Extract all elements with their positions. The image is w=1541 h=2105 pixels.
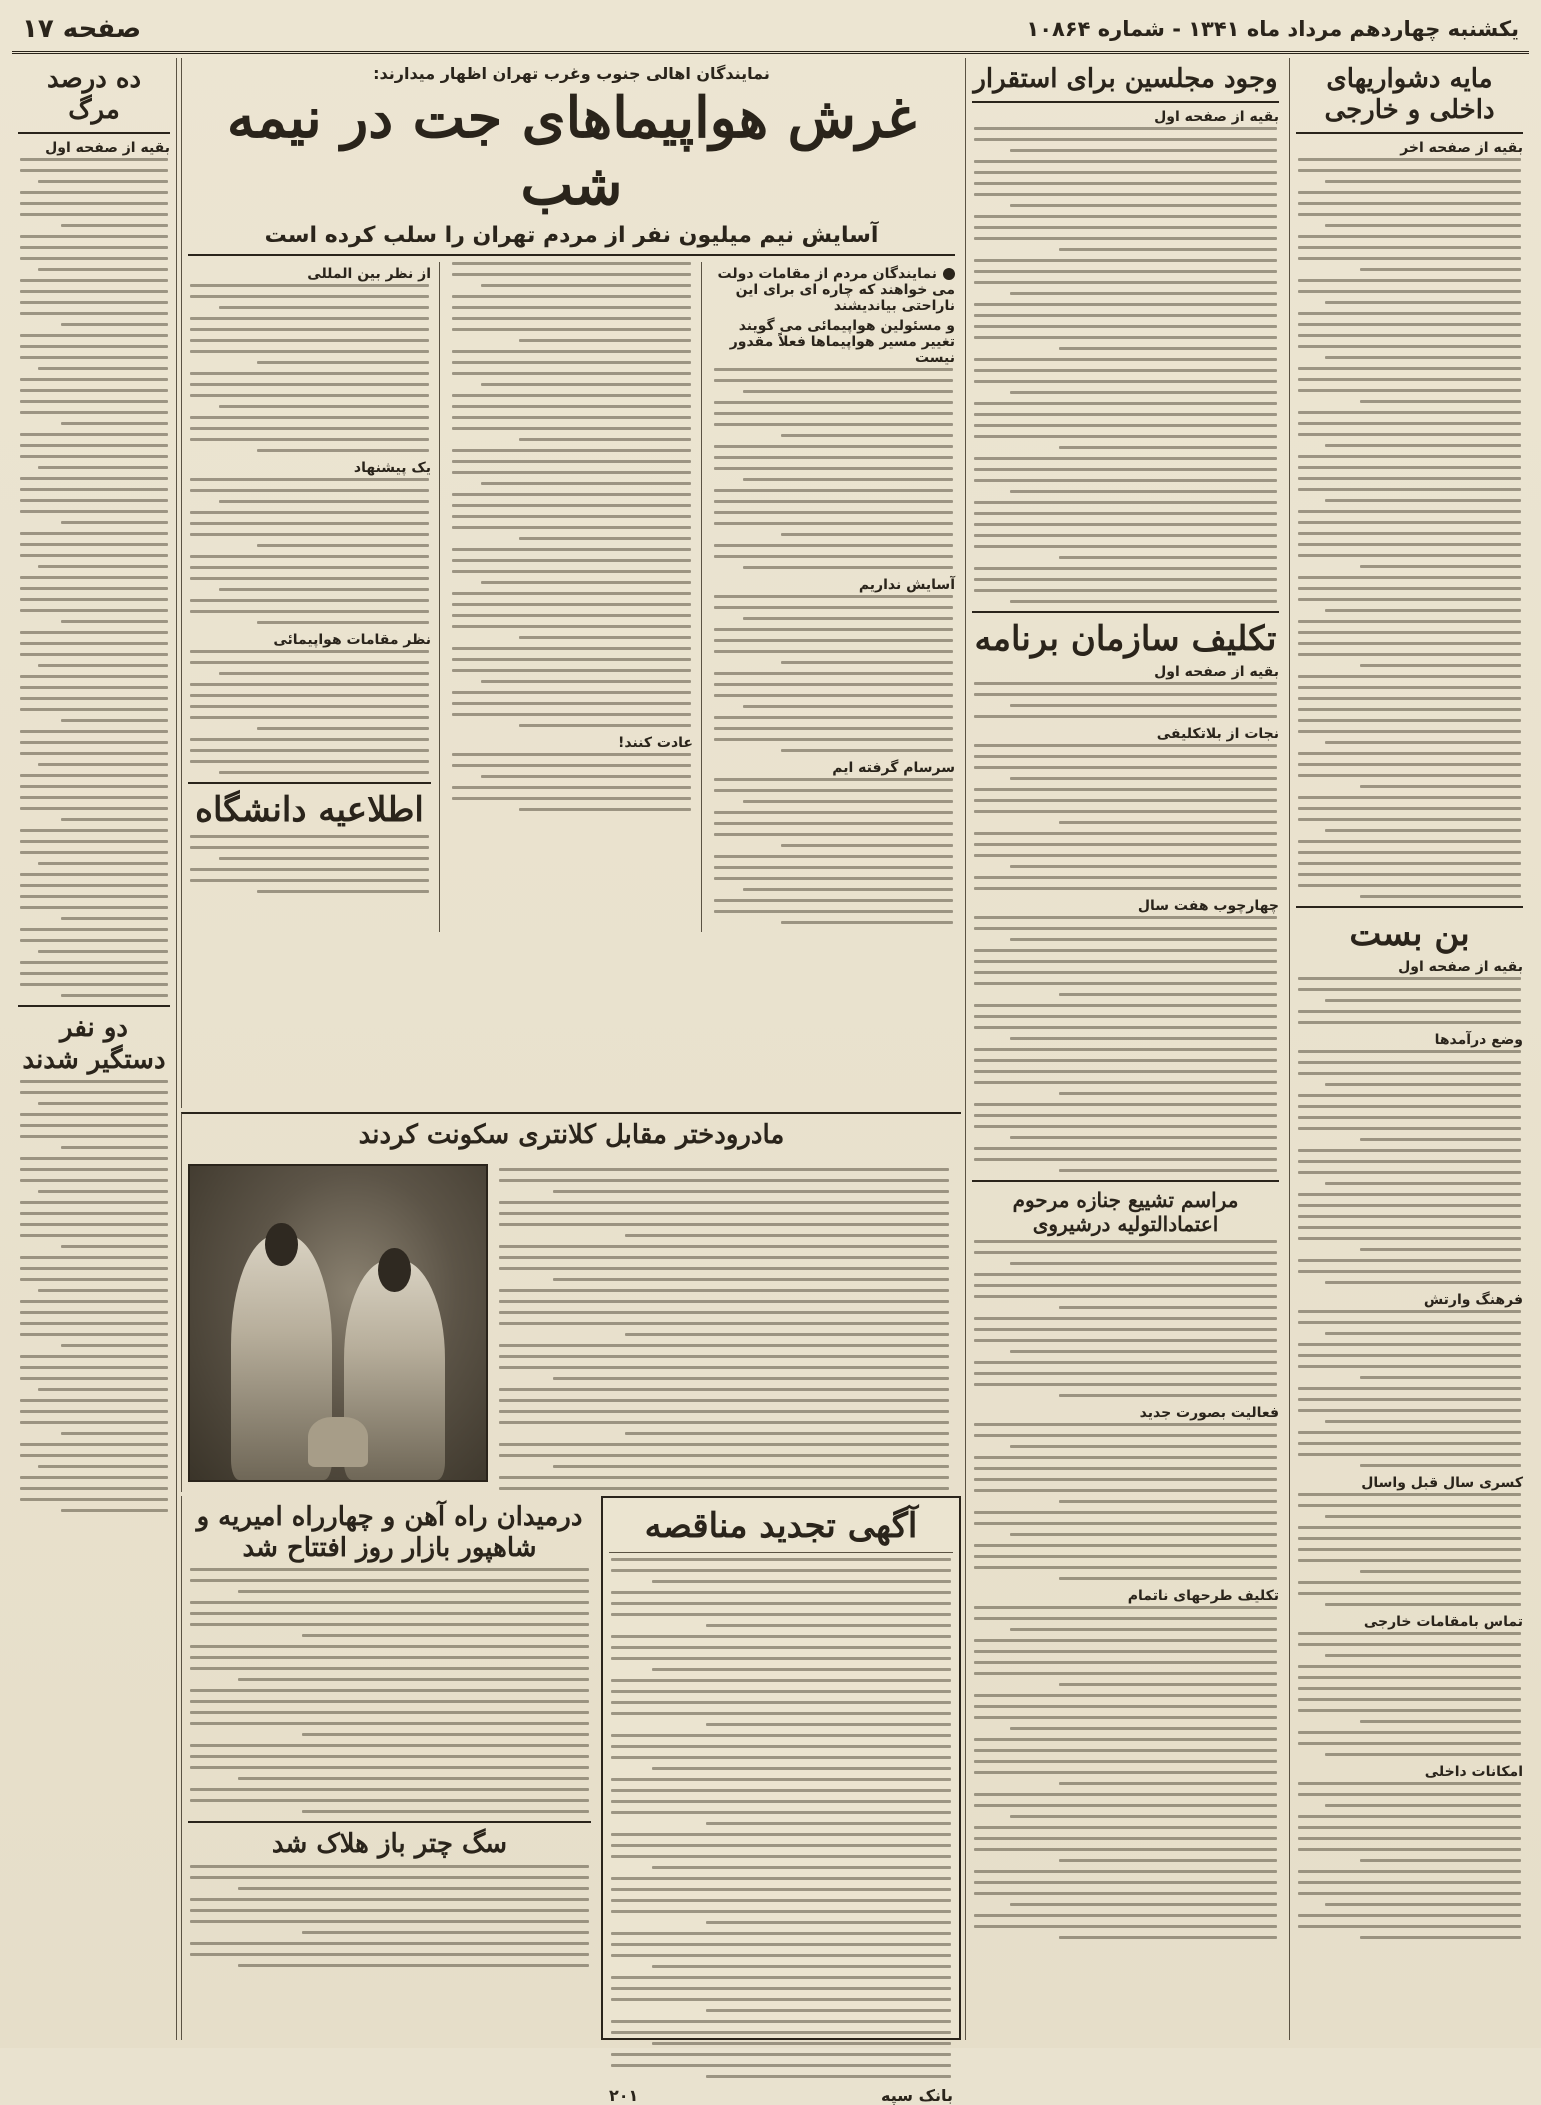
photo-basket bbox=[308, 1417, 367, 1467]
article-body bbox=[1296, 1493, 1523, 1606]
article-headline: مایه دشواریهای داخلی و خارجی bbox=[1324, 64, 1495, 126]
subheading: تماس بامقامات خارجی bbox=[1363, 1614, 1523, 1631]
ad-body bbox=[609, 1558, 953, 2078]
article-body bbox=[712, 778, 955, 924]
column-economy bbox=[1289, 58, 1529, 2040]
article-body bbox=[972, 744, 1279, 890]
jets-story-col-c bbox=[188, 262, 440, 932]
subheading: فرهنگ وارتش bbox=[1423, 1292, 1523, 1309]
issue-date-line: یکشنبه چهاردهم مرداد ماه ۱۳۴۱ - شماره ۱۰۸۶۴ bbox=[1026, 16, 1519, 41]
continued-note: بقیه از صفحه اول bbox=[1398, 959, 1523, 976]
bazaar-story bbox=[181, 1496, 597, 2040]
continued-note: بقیه از صفحه اخر bbox=[1400, 140, 1523, 157]
subheading: وضع درآمدها bbox=[1434, 1032, 1523, 1049]
article-body bbox=[18, 1080, 170, 1512]
divider bbox=[18, 1005, 170, 1007]
page-number-label: صفحه ۱۷ bbox=[22, 13, 142, 44]
bullet-headline-2: و مسئولین هواپیمائی می گویند تغییر مسیر هواپیماها فعلاً مقدور نیست bbox=[729, 318, 955, 367]
main-headline: غرش هواپیماهای جت در نیمه شب bbox=[226, 85, 917, 219]
headline-kicker: نمایندگان اهالی جنوب وغرب تهران اظهار میدارند: bbox=[373, 64, 770, 83]
story-headline: دو نفر دستگیر شدند bbox=[22, 1013, 166, 1075]
article-body bbox=[972, 1240, 1279, 1397]
subheading: چهارچوب هفت سال bbox=[1137, 897, 1279, 914]
article-body bbox=[188, 1568, 591, 1813]
subheading: آسایش نداریم bbox=[858, 577, 955, 594]
mother-daughter-story bbox=[181, 1112, 961, 1492]
article-body bbox=[188, 478, 431, 624]
subheading: تکلیف طرحهای ناتمام bbox=[1127, 1587, 1279, 1604]
divider bbox=[972, 1180, 1279, 1182]
divider bbox=[972, 611, 1279, 613]
article-body bbox=[1296, 1632, 1523, 1756]
bullet-headline bbox=[712, 266, 955, 314]
article-body bbox=[188, 835, 431, 893]
story-headline: سگ چتر باز هلاک شد bbox=[271, 1829, 508, 1860]
article-body bbox=[1296, 1050, 1523, 1284]
ad-title: آگهی تجدید مناقصه bbox=[644, 1506, 918, 1546]
subheading: کسری سال قبل واسال bbox=[1361, 1475, 1523, 1492]
subheading: امکانات داخلی bbox=[1424, 1764, 1523, 1781]
article-headline: وجود مجلسین برای استقرار bbox=[973, 64, 1278, 94]
article-body bbox=[188, 1865, 591, 1967]
main-subheadline: آسایش نیم میلیون نفر از مردم تهران را سلب کرده است bbox=[264, 223, 879, 249]
article-body bbox=[188, 284, 431, 452]
jets-story-columns bbox=[188, 262, 955, 932]
subheading: سرسام گرفته ایم bbox=[832, 760, 955, 777]
continued-note: بقیه از صفحه اول bbox=[1154, 663, 1279, 680]
divider bbox=[1296, 132, 1523, 134]
article-body bbox=[712, 368, 955, 569]
subheading: یک پیشنهاد bbox=[353, 460, 431, 477]
column-parliament bbox=[965, 58, 1285, 2040]
divider bbox=[609, 1552, 953, 1553]
article-body bbox=[972, 127, 1279, 603]
photo-figure-head bbox=[378, 1248, 411, 1292]
article-body bbox=[450, 262, 693, 727]
article-body bbox=[972, 1606, 1279, 1939]
article-body bbox=[450, 753, 693, 811]
subheading: نجات از بلاتکلیفی bbox=[1156, 725, 1279, 742]
article-headline: ده درصد مرگ bbox=[46, 64, 142, 126]
article-body bbox=[18, 158, 170, 997]
university-notice-title: اطلاعیه دانشگاه bbox=[195, 790, 424, 831]
continued-note: بقیه از صفحه اول bbox=[45, 140, 170, 157]
divider bbox=[972, 101, 1279, 103]
article-body bbox=[188, 650, 431, 774]
masthead bbox=[12, 6, 1529, 54]
article-body bbox=[712, 595, 955, 752]
news-photo bbox=[188, 1164, 488, 1482]
article-body bbox=[972, 1423, 1279, 1580]
jets-story-col-a bbox=[712, 262, 955, 932]
bullet-text: نمایندگان مردم از مقامات دولت می خواهند که چاره ای برای این ناراحتی بیاندیشند bbox=[717, 266, 955, 315]
article-body bbox=[1296, 1310, 1523, 1467]
subheading: عادت کنند! bbox=[618, 735, 693, 752]
subheading: نظر مقامات هواپیمائی bbox=[273, 632, 431, 649]
divider bbox=[18, 132, 170, 134]
funeral-headline: مراسم تشییع جنازه مرحوم اعتمادالتولیه درشیروی bbox=[1012, 1187, 1239, 1236]
story-headline: مادرودختر مقابل کلانتری سکونت کردند bbox=[358, 1120, 785, 1150]
column-death-rate bbox=[12, 58, 177, 2040]
article-body bbox=[497, 1168, 951, 1492]
ad-footer bbox=[609, 2086, 953, 2105]
article-body bbox=[1296, 977, 1523, 1024]
divider bbox=[188, 782, 431, 784]
ad-reference: ۲۰۱ bbox=[609, 2085, 639, 2105]
story-headline: درمیدان راه آهن و چهارراه امیریه و شاهپور بازار روز افتتاح شد bbox=[196, 1502, 583, 1564]
bullet-icon bbox=[943, 268, 955, 280]
tender-advertisement bbox=[601, 1496, 961, 2105]
divider bbox=[1296, 906, 1523, 908]
photo-figure-head bbox=[265, 1223, 298, 1267]
section-title: بن بست bbox=[1349, 914, 1470, 955]
ad-bank-name: بانک سپه bbox=[881, 2085, 953, 2105]
subheading: فعالیت بصورت جدید bbox=[1139, 1404, 1279, 1421]
article-body bbox=[972, 682, 1279, 718]
article-body bbox=[1296, 1782, 1523, 1939]
article-body bbox=[972, 916, 1279, 1172]
column-jets-story bbox=[181, 58, 961, 1108]
divider bbox=[188, 254, 955, 256]
subheading: از نظر بین المللی bbox=[307, 266, 431, 283]
article-body bbox=[1296, 158, 1523, 898]
divider bbox=[188, 1821, 591, 1823]
continued-note: بقیه از صفحه اول bbox=[1154, 109, 1279, 126]
section-title: تکلیف سازمان برنامه bbox=[974, 619, 1277, 660]
jets-story-col-b bbox=[450, 262, 702, 932]
